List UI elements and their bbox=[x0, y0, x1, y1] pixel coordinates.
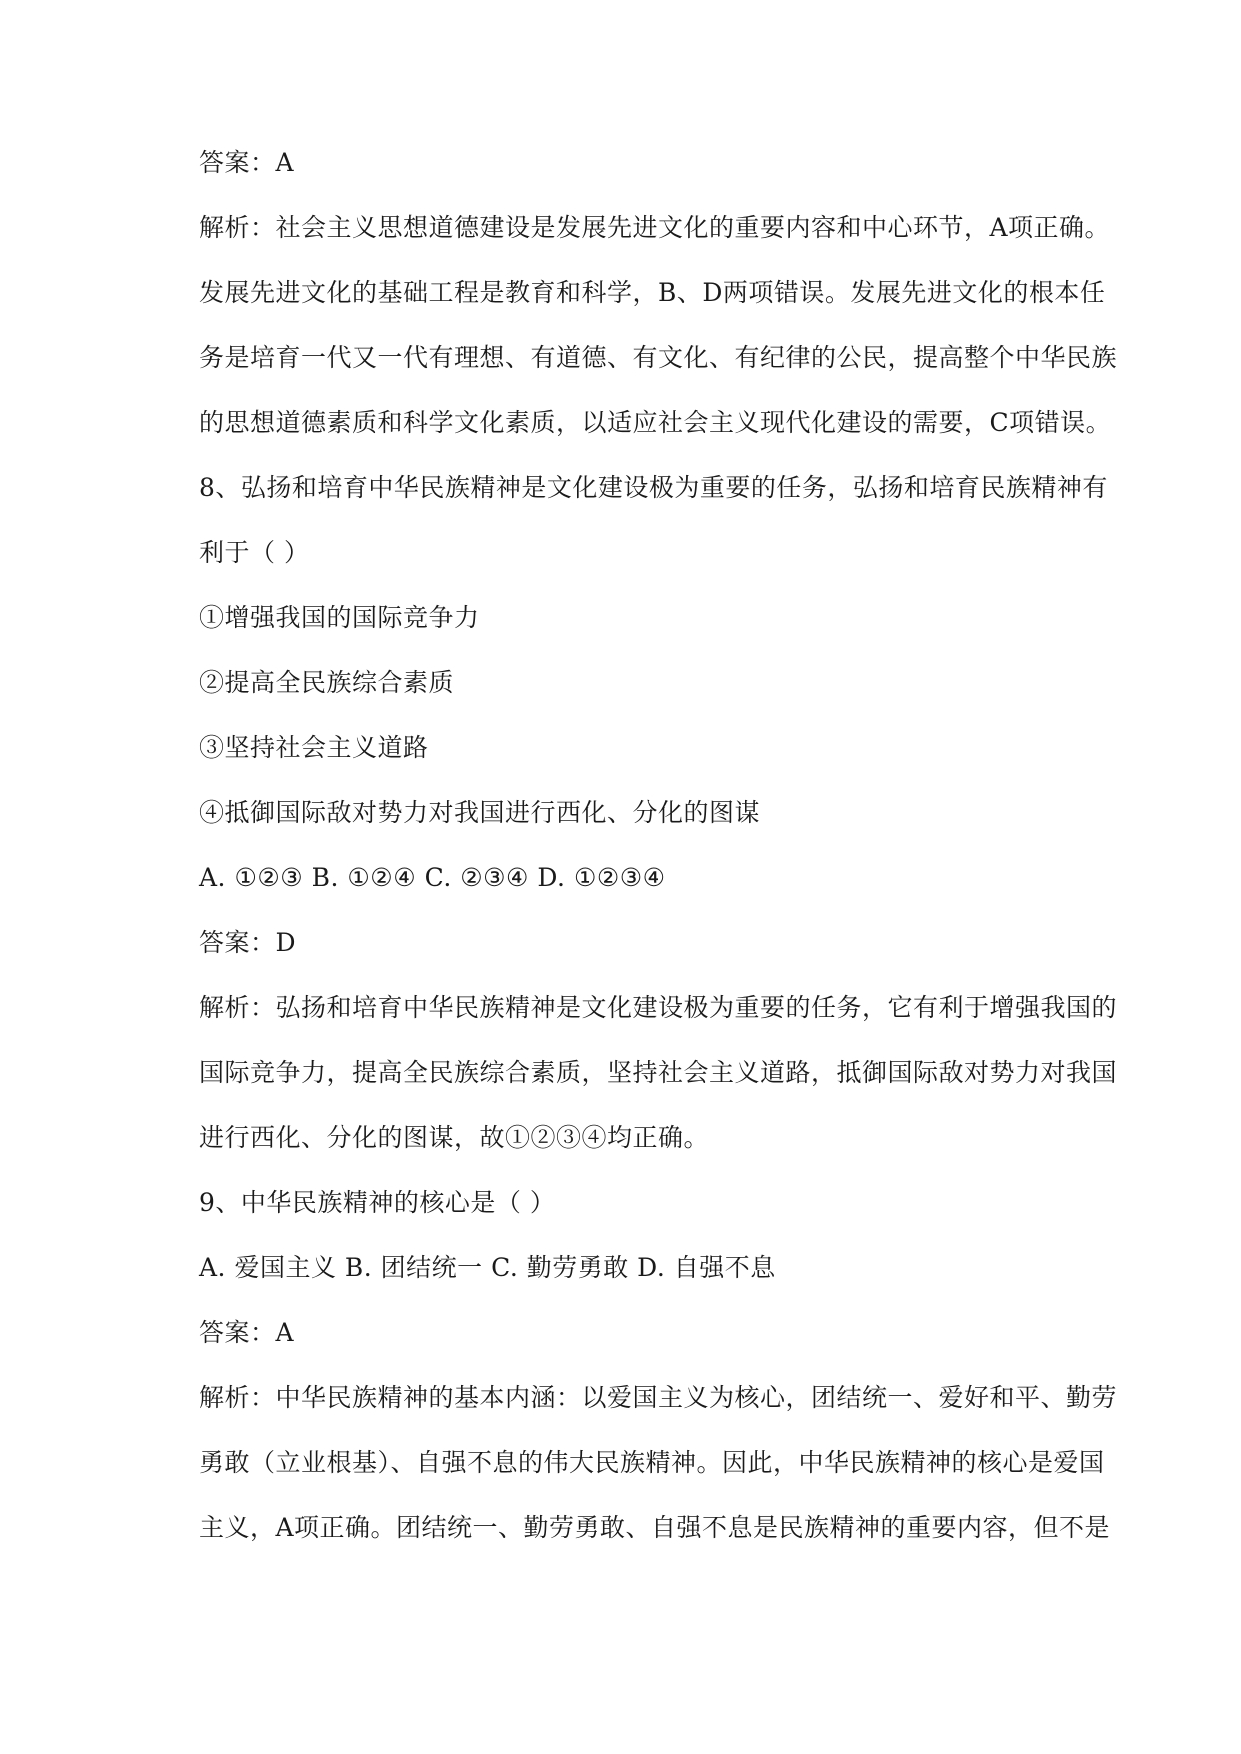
question-9-options: A. 爱国主义 B. 团结统一 C. 勤劳勇敢 D. 自强不息 bbox=[199, 1253, 776, 1282]
answer-label: 答案：D bbox=[199, 928, 297, 957]
analysis-paragraph: 发展先进文化的基础工程是教育和科学，B、D两项错误。发展先进文化的根本任 bbox=[199, 278, 1106, 307]
analysis-paragraph: 解析：弘扬和培育中华民族精神是文化建设极为重要的任务，它有利于增强我国的 bbox=[199, 993, 1118, 1022]
question-8-statement: ①增强我国的国际竞争力 bbox=[199, 603, 480, 632]
question-8-statement: ④抵御国际敌对势力对我国进行西化、分化的图谋 bbox=[199, 798, 761, 827]
question-8-stem: 利于（ ） bbox=[199, 538, 310, 567]
analysis-paragraph: 务是培育一代又一代有理想、有道德、有文化、有纪律的公民，提高整个中华民族 bbox=[199, 343, 1118, 372]
question-9-stem: 9、中华民族精神的核心是（ ） bbox=[199, 1188, 556, 1217]
question-8-statement: ③坚持社会主义道路 bbox=[199, 733, 429, 762]
document-body bbox=[199, 143, 1118, 1573]
analysis-paragraph: 进行西化、分化的图谋，故①②③④均正确。 bbox=[199, 1123, 710, 1152]
analysis-paragraph: 国际竞争力，提高全民族综合素质，坚持社会主义道路，抵御国际敌对势力对我国 bbox=[199, 1058, 1118, 1087]
question-8-stem: 8、弘扬和培育中华民族精神是文化建设极为重要的任务，弘扬和培育民族精神有 bbox=[199, 473, 1108, 502]
analysis-paragraph: 解析：中华民族精神的基本内涵：以爱国主义为核心，团结统一、爱好和平、勤劳 bbox=[199, 1383, 1118, 1412]
answer-label: 答案：A bbox=[199, 1318, 295, 1347]
analysis-paragraph: 解析：社会主义思想道德建设是发展先进文化的重要内容和中心环节，A项正确。 bbox=[199, 213, 1111, 242]
analysis-paragraph: 的思想道德素质和科学文化素质，以适应社会主义现代化建设的需要，C项错误。 bbox=[199, 408, 1112, 437]
question-8-options: A. ①②③ B. ①②④ C. ②③④ D. ①②③④ bbox=[199, 863, 666, 892]
analysis-paragraph: 主义，A项正确。团结统一、勤劳勇敢、自强不息是民族精神的重要内容，但不是 bbox=[199, 1513, 1111, 1542]
analysis-paragraph: 勇敢（立业根基）、自强不息的伟大民族精神。因此，中华民族精神的核心是爱国 bbox=[199, 1448, 1105, 1477]
answer-label: 答案：A bbox=[199, 148, 295, 177]
question-8-statement: ②提高全民族综合素质 bbox=[199, 668, 455, 697]
